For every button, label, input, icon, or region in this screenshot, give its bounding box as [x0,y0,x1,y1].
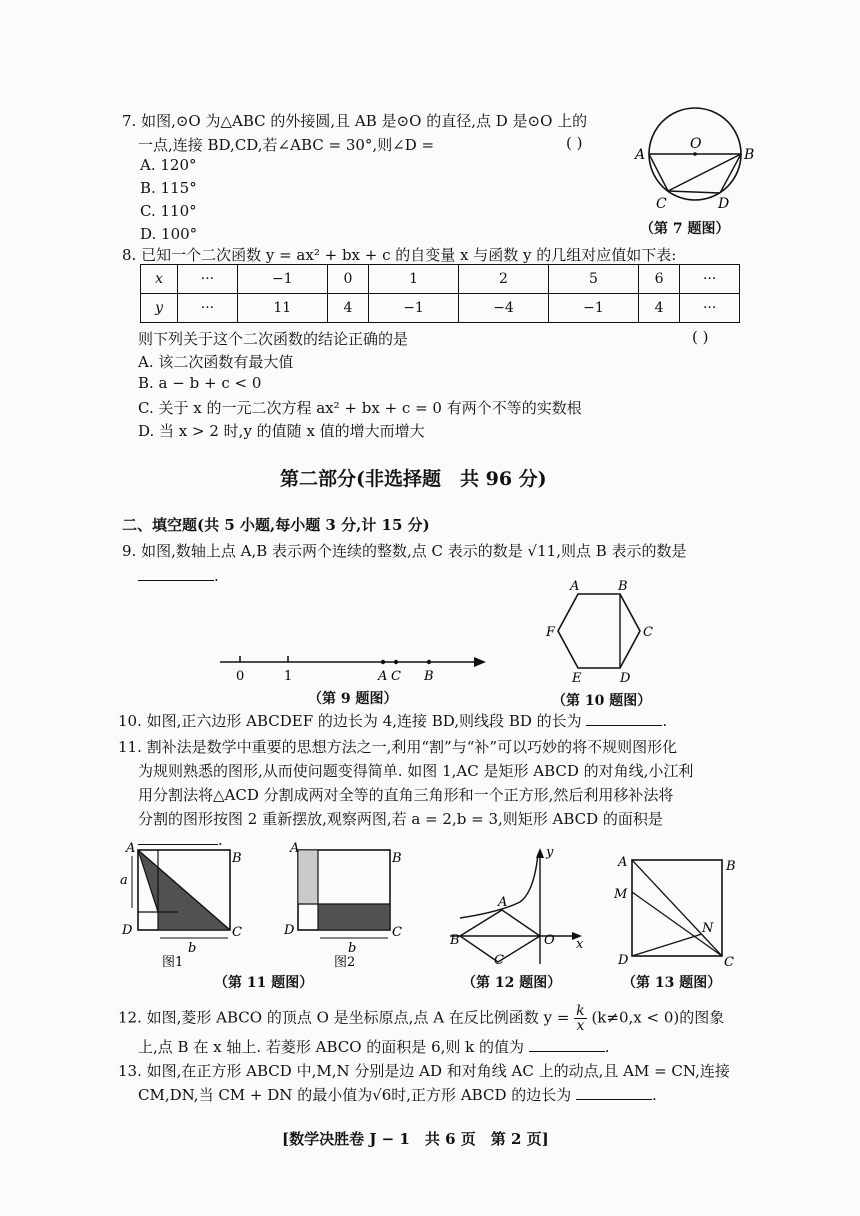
q12-label-o: O [544,933,555,948]
q10-label-b: B [618,579,628,594]
q10-label-f: F [546,625,556,640]
table-cell: 4 [327,294,368,323]
q12-label-c: C [494,953,504,968]
q11-fig2-label-a: A [290,841,300,856]
q8-option-d: D. 当 x > 2 时,y 的值随 x 值的增大而增大 [138,422,425,440]
q8-option-a: A. 该二次函数有最大值 [138,353,294,371]
q8-value-table [140,264,740,323]
q7-label-c: C [656,196,667,212]
table-cell: ··· [178,265,238,294]
q9-caption: （第 9 题图） [308,691,398,707]
q11-figure-1 [112,840,262,970]
q9-tick-0: 0 [236,669,245,684]
q13-label-d: D [618,953,629,968]
q9-label-a: A [378,669,388,684]
q7-label-o: O [690,136,702,152]
q13-label-m: M [614,887,628,902]
table-cell: x [141,265,178,294]
table-row [141,265,740,294]
q13-stem-line2 [138,1084,657,1105]
q7-answer-bracket: ( ) [566,134,583,152]
q11-fig2-label-b-small: b [348,941,357,956]
q12-stem-line2-text: 上,点 B 在 x 轴上. 若菱形 ABCO 的面积是 6,则 k 的值为 [138,1038,525,1056]
q9-blank [138,566,214,581]
q12-fraction-numerator: k [576,1003,585,1019]
table-cell: ··· [680,265,740,294]
q10-hexagon [558,594,640,668]
q10-stem-text: 10. 如图,正六边形 ABCDEF 的边长为 4,连接 BD,则线段 BD 的长为 [118,712,582,730]
q11-fig1-label-a: A [126,841,136,856]
q11-line4: 分割的图形按图 2 重新摆放,观察两图,若 a = 2,b = 3,则矩形 ABCD 的面积是 [138,810,663,828]
q7-stem-line1: 7. 如图,⊙O 为△ABC 的外接圆,且 AB 是⊙O 的直径,点 D 是⊙O 上的 [122,112,588,130]
q9-label-c: C [391,669,401,684]
q11-fig2-label-b: B [392,851,402,866]
q7-label-d: D [718,196,730,212]
table-cell: 1 [369,265,459,294]
table-cell: −1 [237,265,327,294]
table-cell: −1 [369,294,459,323]
q11-fig1-caption: 图1 [162,955,184,970]
q13-label-a: A [618,855,628,870]
q7-stem-line2: 一点,连接 BD,CD,若∠ABC = 30°,则∠D = [138,136,435,154]
q13-label-b: B [726,859,736,874]
q12-figure [440,840,590,970]
q11-fig1-label-b: B [232,851,242,866]
q12-label-a: A [498,895,508,910]
q8-answer-bracket: ( ) [692,328,709,346]
q10-label-e: E [572,671,582,686]
q7-option-c: C. 110° [140,202,197,220]
q10-blank [586,711,662,726]
q10-label-c: C [643,625,653,640]
table-cell: ··· [680,294,740,323]
q9-stem: 9. 如图,数轴上点 A,B 表示两个连续的整数,点 C 表示的数是 √11,则点 B 表示的数是 [122,542,687,560]
table-cell: −4 [459,294,549,323]
table-cell: 11 [237,294,327,323]
table-row [141,294,740,323]
page-footer: [数学决胜卷 J − 1 共 6 页 第 2 页] [282,1130,549,1148]
q11-fig2-label-c: C [392,925,402,940]
q7-option-a: A. 120° [140,156,197,174]
q7-label-b: B [744,147,755,163]
q11-fig1-label-a-small: a [120,873,128,888]
q11-figure-2 [282,840,422,970]
q10-label-d: D [620,671,631,686]
q11-caption: （第 11 题图） [214,975,314,991]
q13-label-n: N [702,921,714,936]
q12-stem-line1 [118,1004,724,1033]
q12-stem-line2 [138,1036,610,1057]
q11-line1: 11. 割补法是数学中重要的思想方法之一,利用“割”与“补”可以巧妙的将不规则图形化 [118,738,678,756]
q13-stem-line1: 13. 如图,在正方形 ABCD 中,M,N 分别是边 AD 和对角线 AC 上的动点,且 AM = CN,连接 [118,1062,730,1080]
q7-circle-figure [630,96,760,216]
q12-caption: （第 12 题图） [462,975,562,991]
q11-fig1-label-d: D [122,923,133,938]
q12-label-x: x [576,937,584,952]
q8-question: 则下列关于这个二次函数的结论正确的是 [138,330,409,348]
q12-fraction-denominator: x [576,1018,585,1034]
q13-figure [608,846,748,976]
q12-blank [529,1037,605,1052]
q13-end: . [652,1086,657,1104]
q12-end: . [604,1038,610,1056]
table-cell: 6 [638,265,679,294]
table-cell: 5 [549,265,639,294]
q11-end: . [218,831,223,849]
table-cell: 2 [459,265,549,294]
q9-number-line [210,648,500,684]
q11-fig2-caption: 图2 [334,955,356,970]
part2-title: 第二部分(非选择题 共 96 分) [280,468,547,490]
table-cell: y [141,294,178,323]
q13-stem-line2-text: CM,DN,当 CM + DN 的最小值为√6时,正方形 ABCD 的边长为 [138,1086,572,1104]
q12-stem-text-2: (k≠0,x < 0)的图象 [591,1008,725,1027]
section2-heading: 二、填空题(共 5 小题,每小题 3 分,计 15 分) [122,516,430,534]
q12-label-b: B [450,933,460,948]
table-cell: ··· [178,294,238,323]
q7-caption: （第 7 题图） [640,221,730,237]
q11-fig1-label-c: C [232,925,242,940]
q12-label-y: y [546,845,554,860]
q12-fraction [574,1004,586,1033]
q8-option-b: B. a − b + c < 0 [138,374,262,392]
q7-option-d: D. 100° [140,225,198,243]
q11-line2: 为规则熟悉的图形,从而使问题变得简单. 如图 1,AC 是矩形 ABCD 的对角线,小江利 [138,762,694,780]
q9-tick-1: 1 [284,669,293,684]
q13-caption: （第 13 题图） [622,975,722,991]
q9-answer-line [138,566,219,585]
q12-stem-text: 12. 如图,菱形 ABCO 的顶点 O 是坐标原点,点 A 在反比例函数 y = [118,1008,570,1027]
table-cell: 0 [327,265,368,294]
q10-caption: （第 10 题图） [552,693,652,709]
q9-end: . [214,567,219,585]
q9-label-b: B [424,669,434,684]
table-cell: 4 [638,294,679,323]
q7-option-b: B. 115° [140,179,197,197]
q8-stem: 8. 已知一个二次函数 y = ax² + bx + c 的自变量 x 与函数 y 的几组对应值如下表: [122,246,677,264]
q10-label-a: A [570,579,580,594]
q10-hexagon-figure [540,578,670,688]
table-cell: −1 [549,294,639,323]
q11-line3: 用分割法将△ACD 分割成两对全等的直角三角形和一个正方形,然后利用移补法将 [138,786,674,804]
q11-fig2-label-d: D [284,923,295,938]
q11-fig1-label-b-small: b [188,941,197,956]
q8-option-c: C. 关于 x 的一元二次方程 ax² + bx + c = 0 有两个不等的实数根 [138,399,582,417]
q10-stem [118,710,667,731]
q13-label-c: C [724,955,734,970]
q7-label-a: A [635,147,646,163]
q13-blank [576,1085,652,1100]
q10-end: . [662,712,668,730]
